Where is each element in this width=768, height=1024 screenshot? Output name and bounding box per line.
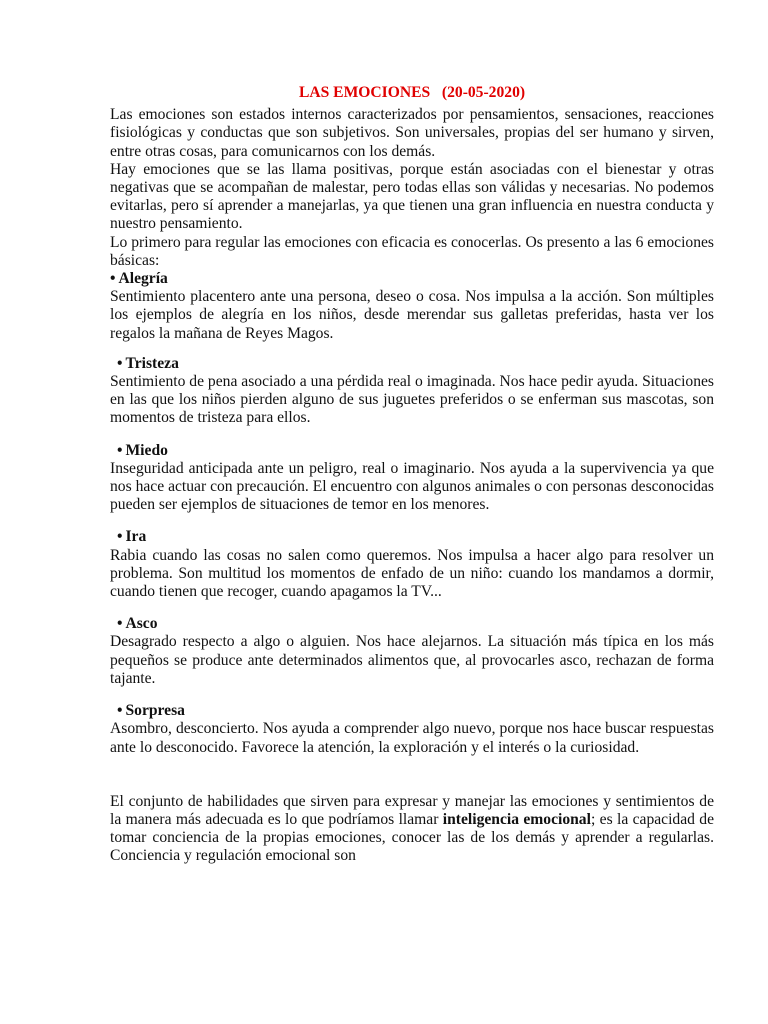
page-title: LAS EMOCIONES (20-05-2020): [298, 84, 526, 101]
emotion-section-tristeza: [110, 355, 714, 428]
intro-paragraph: Las emociones son estados internos caracterizados por pensamientos, sensaciones, reacciones fisiológicas y conductas que son subjetivos. Son universales, propias del ser humano y sirven, entre otras cosas, para comunicarnos con los demás.: [110, 106, 714, 160]
bullet-icon: •: [117, 528, 123, 546]
emotion-description: Inseguridad anticipada ante un peligro, real o imaginario. Nos ayuda a la supervivencia ya que nos hace actuar con precaución. El encuentro con algunos animales o con personas desconocidas pueden ser ejemplos de situaciones de temor en los menores.: [110, 459, 714, 514]
bullet-icon: •: [110, 270, 116, 288]
document-page: [110, 84, 714, 866]
closing-text-end: ; es la capacidad de tomar conciencia de la propias emociones, conocer las de los demás y aprender a regularlas. Conciencia y regulación emocional son: [110, 810, 715, 865]
emotion-name: Alegría: [118, 270, 168, 288]
emotion-name: Ira: [125, 528, 147, 546]
emotion-heading: [110, 442, 714, 460]
emotion-heading: [110, 270, 714, 288]
emotion-description: Sentimiento de pena asociado a una pérdida real o imaginada. Nos hace pedir ayuda. Situaciones en las que los niños pierden alguno de sus juguetes preferidos o se enferman sus mascotas, son momentos de tristeza para ellos.: [110, 373, 714, 427]
emotion-section-sorpresa: [110, 702, 714, 757]
emotion-section-ira: [110, 528, 714, 601]
emotion-heading: [110, 355, 714, 373]
emotion-heading: [110, 528, 714, 546]
closing-bold-term: inteligencia emocional: [442, 810, 591, 828]
intro-paragraph: Hay emociones que se las llama positivas, porque están asociadas con el bienestar y otras negativas que se acompañan de malestar, pero todas ellas son válidas y necesarias. No podemos evitarlas, pero sí aprender a manejarlas, ya que tienen una gran influencia en nuestra conducta y nuestro pensamiento.: [110, 160, 714, 233]
emotion-name: Sorpresa: [125, 702, 185, 720]
emotion-heading: [110, 702, 714, 720]
emotion-name: Asco: [125, 615, 158, 633]
emotion-description: Asombro, desconcierto. Nos ayuda a comprender algo nuevo, porque nos hace buscar respuestas ante lo desconocido. Favorece la atención, la exploración y el interés o la curiosidad.: [110, 720, 714, 756]
emotion-heading: [110, 615, 714, 633]
emotion-description: Desagrado respecto a algo o alguien. Nos hace alejarnos. La situación más típica en los más pequeños se produce ante determinados alimentos que, al provocarles asco, rechazan de forma tajante.: [110, 633, 714, 687]
emotion-name: Tristeza: [125, 354, 179, 372]
emotion-description: Sentimiento placentero ante una persona, deseo o cosa. Nos impulsa a la acción. Son múltiples los ejemplos de alegría en los niños, desde merendar sus galletas preferidas, hasta ver los regalos la mañana de Reyes Magos.: [110, 288, 714, 342]
closing-text-start: El conjunto de habilidades que sirven para expresar y manejar las emociones y sentimientos de la manera más adecuada es lo que podríamos llamar: [110, 792, 714, 828]
closing-paragraph: [110, 793, 714, 866]
emotion-section-asco: [110, 615, 714, 688]
bullet-icon: •: [117, 702, 123, 720]
emotion-description: Rabia cuando las cosas no salen como queremos. Nos impulsa a hacer algo para resolver un problema. Son multitud los momentos de enfado de un niño: cuando los mandamos a dormir, cuando tienen que recoger, cuando apagamos la TV...: [110, 546, 714, 601]
bullet-icon: •: [117, 441, 123, 459]
emotion-section-miedo: [110, 442, 714, 515]
emotion-section-alegria: [110, 270, 714, 343]
intro-paragraph: Lo primero para regular las emociones con eficacia es conocerlas. Os presento a las 6 emociones básicas:: [110, 233, 714, 269]
emotion-name: Miedo: [125, 441, 168, 459]
bullet-icon: •: [117, 354, 123, 372]
bullet-icon: •: [117, 615, 123, 633]
